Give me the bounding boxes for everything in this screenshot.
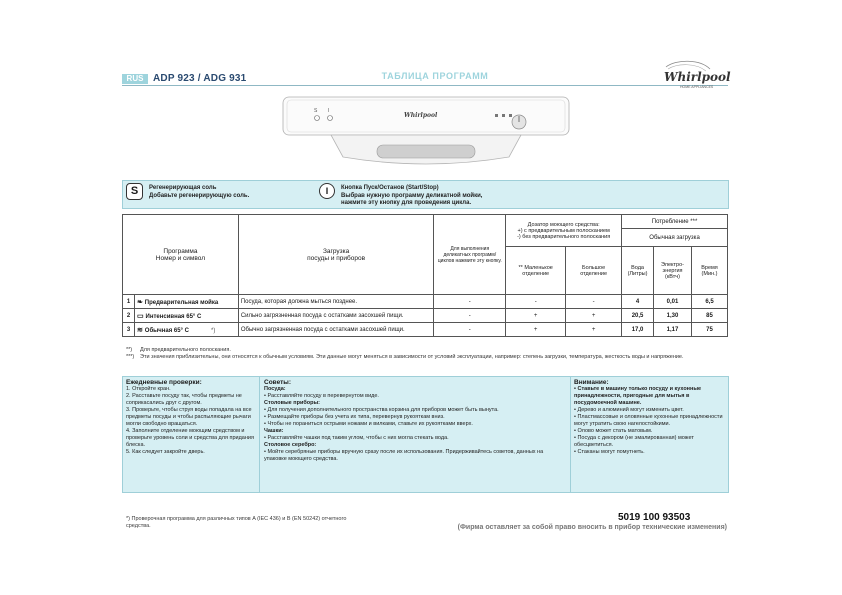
attention-item: • Стаканы могут помутнеть. [574,449,645,455]
header-program-text: Программа Номер и символ [155,247,206,262]
header-time-text: Время (Мин.) [701,264,718,277]
row-energy: 1,17 [654,323,692,337]
cutlery-item: • Чтобы не пораниться острыми ножами и вилками, ставьте их рукоятками вверх. [264,421,473,427]
cups-title: Чашки: [264,428,284,434]
tips-title: Советы: [264,379,292,386]
language-badge: RUS [122,74,148,84]
note-2-mark: ***) [126,354,135,360]
attention-item: • Пластмассовые и оловянные кухонные принадлежности могут утратить свою нагелостойкими. [574,414,723,427]
row-delicate: - [434,295,506,309]
header-normal-load-text: Обычная загрузка [649,234,700,241]
attention-item-text: Олово может стать матовым. [577,428,653,434]
logo-tagline: HOME APPLIANCES [680,85,714,89]
cutlery-item-text: Размещайте приборы без учета их типа, перевернув рукояткам вниз. [267,414,445,420]
dishes-title: Посуда: [264,386,286,392]
daily-item: 4. Заполните отделение моющим средством и проверьте уровень соли и средства для придания блеска. [126,428,254,448]
footer-note-right: (Фирма оставляет за собой право вносить в прибор технические изменения) [457,524,727,531]
prewash-icon: ❧ [136,298,145,306]
daily-item: 3. Проверьте, чтобы струя воды попадала на все предметы посуды и чтобы распыляющие рычаги могли свободно вращаться. [126,407,252,427]
row-time: 85 [692,309,728,323]
row-water: 20,5 [622,309,654,323]
row-program-name [134,323,238,337]
row-program-label: Обычная 65° С [144,327,189,334]
row-water: 4 [622,295,654,309]
silver-item: • Мойте серебряные приборы вручную сразу после их использования. Придерживайтесь советов, данных на упаковке моющего средства. [264,449,544,462]
daily-checks [126,379,254,456]
row-time: 75 [692,323,728,337]
attention-item-text: Ставьте в машину только посуду и кухонные принадлежности, пригодные для мытья в посудомоечной машине. [574,386,702,406]
attention-item: • Дерево и алюминий могут изменить цвет. [574,407,684,413]
row-small: + [506,309,566,323]
model-number: ADP 923 / ADG 931 [153,73,247,84]
daily-title: Ежедневные проверки: [126,379,202,386]
header-energy-text: Электро-энергия (кВтч) [661,261,684,280]
dishes-item-text: Расставляйте посуду в перевернутом виде. [267,393,379,399]
cutlery-item-text: Для получения дополнительного пространства корзина для приборов может быть вынута. [267,407,499,413]
panel-power-symbol: I [328,108,330,114]
program-table [122,214,728,337]
table-row [123,309,728,323]
header-load-text: Загрузка посуды и приборов [307,247,366,262]
attention-item-text: Пластмассовые и оловянные кухонные принадлежности могут утратить свою нагелостойкими. [574,414,723,427]
attention-item-text: Дерево и алюминий могут изменить цвет. [577,407,684,413]
header-divider [122,85,728,86]
start-text-2: нажмите эту кнопку для проведения цикла. [341,200,472,206]
header-consumption [622,215,728,229]
row-time: 6,5 [692,295,728,309]
row-load: Посуда, которая должна мыться позднее. [238,295,434,309]
header-small-compartment [506,247,566,295]
salt-icon: S [126,183,143,200]
row-small: - [506,295,566,309]
row-number: 3 [123,323,135,337]
whirlpool-logo [660,57,731,97]
header-time [692,247,728,295]
row-energy: 0,01 [654,295,692,309]
row-number: 1 [123,295,135,309]
silver-item-text: Мойте серебряные приборы вручную сразу после их использования. Придерживайтесь советов, данных на упаковке моющего средства. [264,449,544,462]
row-delicate: - [434,309,506,323]
logo-wordmark: Whirlpool [664,70,731,84]
header-load [238,215,434,295]
cups-item-text: Расставляйте чашки под таким углом, чтобы с них могла стекать вода. [267,435,449,441]
row-load: Сильно загрязненная посуда с остатками засохшей пищи. [238,309,434,323]
salt-text: Добавьте регенерирующую соль. [149,193,250,199]
table-row [123,323,728,337]
header-program [123,215,239,295]
row-number: 2 [123,309,135,323]
attention-title: Внимание: [574,379,609,386]
header-normal-load [622,229,728,247]
row-program-label: Интенсивная 65° С [145,313,202,320]
note-1-text: Для предварительного полоскания. [140,347,231,353]
table-row [123,295,728,309]
header-large-text: Большое отделение [580,264,607,277]
normal-wash-icon: ≋ [136,326,145,334]
dishes-item: • Расставляйте посуду в перевернутом виде. [264,393,379,399]
daily-item: 2. Расставьте посуду так, чтобы предметы не соприкасались друг с другом. [126,393,242,406]
cutlery-item-text: Чтобы не пораниться острыми ножами и вилками, ставьте их рукоятками вверх. [267,421,473,427]
dishwasher-panel-illustration [281,95,571,173]
cutlery-item: • Для получения дополнительного пространства корзина для приборов может быть вынута. [264,407,499,413]
panel-salt-symbol: S [314,108,318,114]
attention-item-text: Стаканы могут помутнеть. [577,449,645,455]
row-delicate: - [434,323,506,337]
attention-item-text: Посуда с декором (не эмалированная) может обесцветиться. [574,435,694,448]
tips-column [264,379,566,463]
row-large: + [566,309,622,323]
table-notes [126,347,726,361]
cutlery-title: Столовые приборы: [264,400,320,406]
tips-divider-1 [259,376,260,493]
row-energy: 1,30 [654,309,692,323]
row-small: + [506,323,566,337]
daily-item: 5. Как следует закройте дверь. [126,449,205,455]
row-program-name [134,295,238,309]
attention-item: • Посуда с декором (не эмалированная) может обесцветиться. [574,435,694,448]
header-large-compartment [566,247,622,295]
daily-item: 1. Откройте кран. [126,386,171,392]
cutlery-item: • Размещайте приборы без учета их типа, перевернув рукояткам вниз. [264,414,445,420]
footer-note-left: *) Проверочная программа для различных типов A (IEC 436) и B (EN 50242) отчетного средства. [126,516,347,529]
header-detergent-text: Дозатор моющего средства: +) с предварительным полосканием -) без предварительного полоскания [517,221,611,240]
note-2-text: Эти значения приблизительны, они относятся к обычным условиям. Эти данные могут меняться в зависимости от условий эксплуатации, например: степень загрузки, температура, жесткость воды и напряжение. [140,354,684,360]
part-number: 5019 100 93503 [618,512,691,523]
attention-column [574,379,724,456]
row-program-label: Предварительная мойка [144,299,219,306]
salt-title: Регенерирующая соль [149,185,217,191]
silver-title: Столовое серебро: [264,442,317,448]
start-title: Кнопка Пуск/Останов (Start/Stop) [341,185,439,191]
note-1 [126,347,726,354]
header-detergent [506,215,622,247]
row-load: Обычно загрязненная посуда с остатками засохшей пищи. [238,323,434,337]
row-water: 17,0 [622,323,654,337]
header-water-text: Вода (Литры) [627,264,648,277]
row-large: - [566,295,622,309]
note-2 [126,354,726,361]
attention-item: • Ставьте в машину только посуду и кухонные принадлежности, пригодные для мытья в посудомоечной машине. [574,386,702,406]
header-consumption-text: Потребление *** [651,218,698,225]
page-title: ТАБЛИЦА ПРОГРАММ [381,71,489,81]
start-stop-icon: I [319,183,335,199]
note-1-mark: **) [126,347,133,353]
header-water [622,247,654,295]
tips-divider-2 [570,376,571,493]
header-energy [654,247,692,295]
panel-brand: Whirlpool [404,112,438,119]
start-text-1: Выбрав нужную программу деликатной мойки, [341,193,483,199]
cups-item: • Расставляйте чашки под таким углом, чтобы с них могла стекать вода. [264,435,449,441]
row-program-name [134,309,238,323]
row-footnote-mark: *) [210,327,216,334]
header-delicate-text: Для выполнения деликатных программ/циклов нажмите эту кнопку. [437,245,502,264]
row-large: + [566,323,622,337]
intensive-icon: ▭ [136,312,146,320]
header-delicate [434,215,506,295]
attention-item: • Олово может стать матовым. [574,428,653,434]
header-small-text: ** Маленькое отделение [518,264,553,277]
